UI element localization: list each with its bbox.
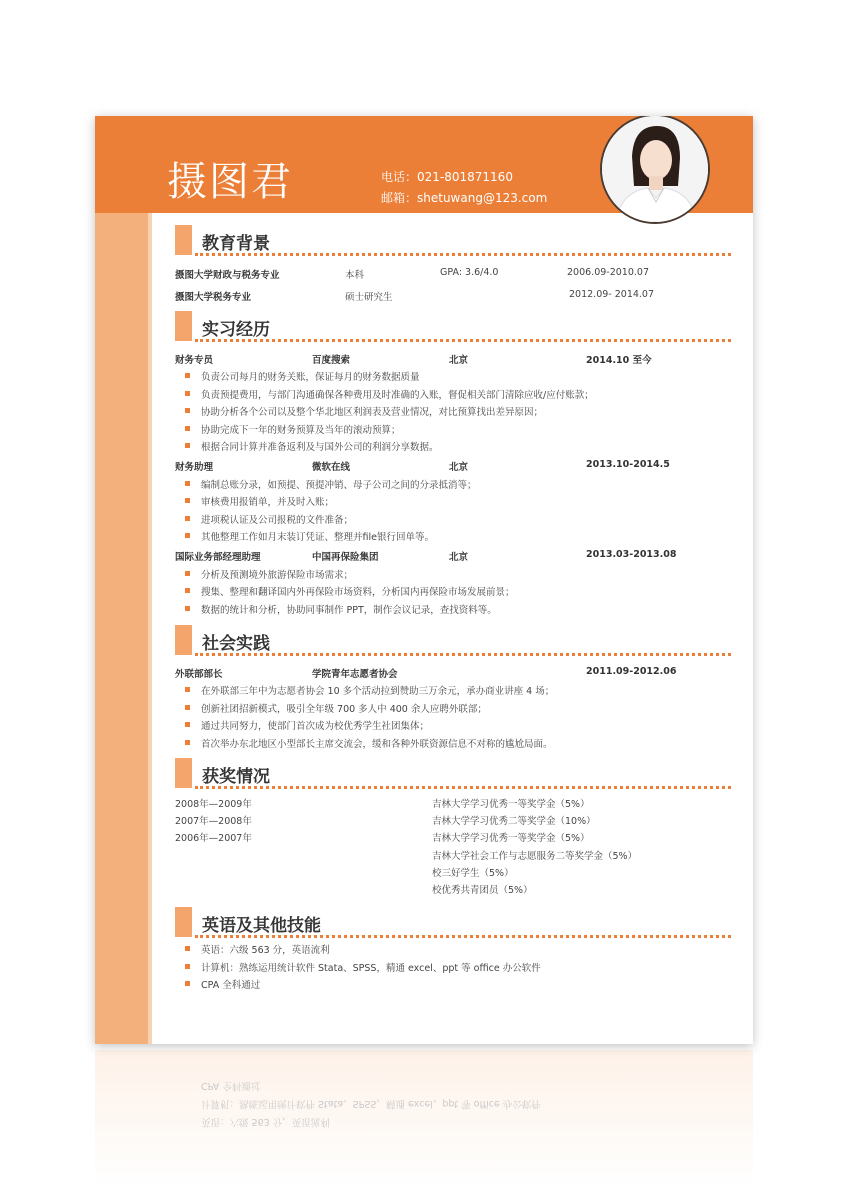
edu-gpa: GPA: 3.6/4.0: [440, 267, 499, 278]
list-item: 协助分析各个公司以及整个华北地区利润表及营业情况，对比预算找出差异原因；: [201, 407, 544, 418]
job-role: 国际业务部经理助理: [175, 552, 261, 563]
edu-period: 2012.09- 2014.07: [569, 289, 655, 300]
award-item: 吉林大学学习优秀一等奖学金（5%）: [432, 799, 590, 810]
list-item: 搜集、整理和翻译国内外再保险市场资料，分析国内再保险市场发展前景；: [201, 587, 515, 598]
section-marker: [175, 225, 192, 255]
bullet-marker: [185, 373, 190, 378]
bullet-marker: [185, 687, 190, 692]
bullet-marker: [185, 426, 190, 431]
practice-role: 外联部部长: [175, 669, 223, 680]
edu-degree: 本科: [345, 270, 365, 281]
award-item: 吉林大学学习优秀二等奖学金（10%）: [432, 816, 596, 827]
award-item: 校优秀共青团员（5%）: [432, 885, 533, 896]
candidate-name: 摄图君: [167, 159, 293, 205]
resume-page: [95, 116, 753, 1044]
page-reflection: [95, 1050, 753, 1190]
reflection-line: 英语：六级 563 分，英语流利: [201, 1116, 330, 1127]
education-section: [175, 225, 731, 255]
job-city: 北京: [449, 462, 469, 473]
award-year: 2007年—2008年: [175, 816, 252, 827]
award-item: 吉林大学社会工作与志愿服务二等奖学金（5%）: [432, 851, 638, 862]
bullet-marker: [185, 964, 190, 969]
bullet-marker: [185, 408, 190, 413]
section-marker: [175, 311, 192, 341]
profile-photo: [600, 116, 710, 224]
bullet-marker: [185, 606, 190, 611]
list-item: 在外联部三年中为志愿者协会 10 多个活动拉到赞助三万余元，承办商业讲座 4 场；: [201, 686, 555, 697]
bullet-marker: [185, 740, 190, 745]
internship-section: [175, 311, 731, 341]
award-year: 2008年—2009年: [175, 799, 252, 810]
edu-school: 摄图大学财政与税务专业: [175, 270, 280, 281]
section-marker: [175, 758, 192, 788]
list-item: 根据合同计算并准备返利及与国外公司的利润分享数据。: [201, 442, 439, 453]
job-period: 2014.10 至今: [586, 355, 652, 366]
job-company: 百度搜索: [312, 355, 351, 366]
job-role: 财务助理: [175, 462, 214, 473]
list-item: 负责公司每月的财务关账，保证每月的财务数据质量: [201, 372, 420, 383]
bullet-marker: [185, 498, 190, 503]
job-period: 2013.03-2013.08: [586, 549, 677, 560]
bullet-marker: [185, 571, 190, 576]
edu-degree: 硕士研究生: [345, 292, 393, 303]
list-item: 进项税认证及公司报税的文件准备；: [201, 515, 354, 526]
bullet-marker: [185, 481, 190, 486]
award-item: 吉林大学学习优秀一等奖学金（5%）: [432, 833, 590, 844]
section-divider: [195, 339, 731, 342]
job-city: 北京: [449, 552, 469, 563]
bullet-marker: [185, 946, 190, 951]
edu-school: 摄图大学税务专业: [175, 292, 252, 303]
section-title: 英语及其他技能: [202, 916, 321, 936]
list-item: 分析及预测境外旅游保险市场需求；: [201, 570, 354, 581]
section-divider: [195, 253, 731, 256]
list-item: CPA 全科通过: [201, 980, 261, 991]
list-item: 协助完成下一年的财务预算及当年的滚动预算；: [201, 425, 401, 436]
awards-section: [175, 758, 731, 788]
phone-text: 电话：021-801871160: [381, 170, 513, 184]
job-role: 财务专员: [175, 355, 214, 366]
job-company: 微软在线: [312, 462, 351, 473]
job-period: 2013.10-2014.5: [586, 459, 670, 470]
list-item: 负责预提费用，与部门沟通确保各种费用及时准确的入账，督促相关部门清除应收/应付账款；: [201, 390, 594, 401]
list-item: 审核费用报销单，并及时入账；: [201, 497, 335, 508]
job-city: 北京: [449, 355, 469, 366]
bullet-marker: [185, 705, 190, 710]
list-item: 创新社团招新模式，吸引全年级 700 多人中 400 余人应聘外联部；: [201, 704, 487, 715]
bullet-marker: [185, 391, 190, 396]
award-item: 校三好学生（5%）: [432, 868, 514, 879]
list-item: 其他整理工作如月末装订凭证、整理并file银行回单等。: [201, 532, 434, 543]
list-item: 编制总账分录，如预提、预提冲销、母子公司之间的分录抵消等；: [201, 480, 477, 491]
section-marker: [175, 907, 192, 937]
list-item: 首次举办东北地区小型部长主席交流会，缓和各种外联资源信息不对称的尴尬局面。: [201, 739, 553, 750]
practice-org: 学院青年志愿者协会: [312, 669, 398, 680]
practice-period: 2011.09-2012.06: [586, 666, 677, 677]
email-text: 邮箱：shetuwang@123.com: [381, 191, 548, 205]
bullet-marker: [185, 533, 190, 538]
list-item: 计算机：熟练运用统计软件 Stata、SPSS，精通 excel、ppt 等 office 办公软件: [201, 963, 541, 974]
bullet-marker: [185, 722, 190, 727]
reflection-line: CPA 全科通过: [201, 1080, 261, 1091]
edu-period: 2006.09-2010.07: [567, 267, 649, 278]
header-banner: [95, 116, 753, 213]
section-divider: [195, 935, 731, 938]
job-company: 中国再保险集团: [312, 552, 379, 563]
reflection-line: 计算机：熟练运用统计软件 Stata、SPSS，精通 excel、ppt 等 office 办公软件: [201, 1098, 541, 1109]
section-title: 获奖情况: [202, 767, 270, 787]
section-title: 实习经历: [202, 320, 270, 340]
bullet-marker: [185, 443, 190, 448]
section-divider: [195, 786, 731, 789]
list-item: 数据的统计和分析，协助同事制作 PPT，制作会议记录，查找资料等。: [201, 605, 497, 616]
left-sidebar: [95, 213, 148, 1044]
section-marker: [175, 625, 192, 655]
practice-section: [175, 625, 731, 655]
award-year: 2006年—2007年: [175, 833, 252, 844]
bullet-marker: [185, 516, 190, 521]
sidebar-edge: [148, 213, 152, 1044]
list-item: 通过共同努力，使部门首次成为校优秀学生社团集体；: [201, 721, 430, 732]
portrait-illustration: [602, 116, 708, 222]
section-title: 教育背景: [202, 234, 270, 254]
bullet-marker: [185, 588, 190, 593]
list-item: 英语：六级 563 分，英语流利: [201, 945, 330, 956]
section-title: 社会实践: [202, 634, 270, 654]
bullet-marker: [185, 981, 190, 986]
section-divider: [195, 653, 731, 656]
skills-section: [175, 907, 731, 937]
